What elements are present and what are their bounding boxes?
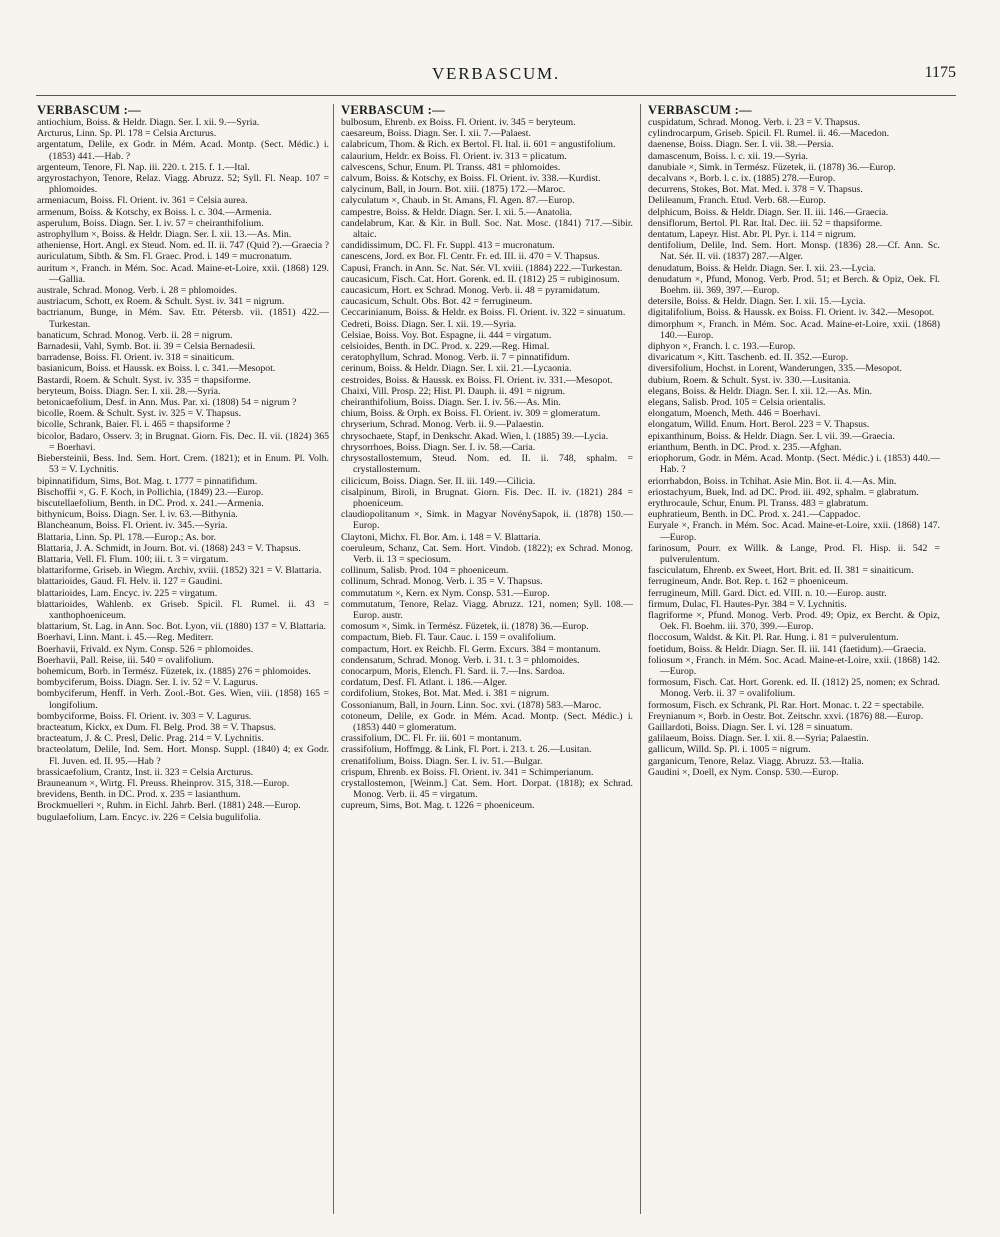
index-entry: bracteatum, Kickx, ex Dum. Fl. Belg. Prod. 38 = V. Thapsus. xyxy=(37,721,276,733)
index-entry: cerinum, Boiss. & Heldr. Diagn. Ser. I. xii. 21.—Lycaonia. xyxy=(341,363,572,375)
index-entry: betonicaefolium, Desf. in Ann. Mus. Par. xi. (1808) 54 = nigrum ? xyxy=(37,397,297,409)
index-entry: cilicicum, Boiss. Diagn. Ser. II. iii. 149.—Cilicia. xyxy=(341,475,536,487)
index-entry: argenteum, Tenore, Fl. Nap. iii. 220. t. 215. f. 1.—Ital. xyxy=(37,161,250,173)
index-entry: bithynicum, Boiss. Diagn. Ser. I. iv. 63.—Bithynia. xyxy=(37,509,238,521)
index-entry: bulbosum, Ehrenb. ex Boiss. Fl. Orient. iv. 345 = beryteum. xyxy=(341,117,576,128)
index-entry: denudatum ×, Pfund, Monog. Verb. Prod. 51; et Berch. & Opiz, Oek. Fl. Boehm. iii. 369, 397.—Europ. xyxy=(648,273,940,297)
index-entry: Blancheanum, Boiss. Fl. Orient. iv. 345.—Syria. xyxy=(37,520,228,532)
index-entry: compactum, Bieb. Fl. Taur. Cauc. i. 159 = ovalifolium. xyxy=(341,632,556,644)
index-entry: Barnadesii, Vahl, Symb. Bot. ii. 39 = Celsia Bernadesii. xyxy=(37,341,256,353)
column-heading: VERBASCUM :— xyxy=(648,104,752,117)
index-entry: Boerhavi, Linn. Mant. i. 45.—Reg. Mediterr. xyxy=(37,632,214,644)
index-entry: bactrianum, Bunge, in Mém. Sav. Etr. Pétersb. vii. (1851) 422.—Turkestan. xyxy=(37,307,329,330)
index-entry: chryserium, Schrad. Monog. Verb. ii. 9.—Palaestin. xyxy=(341,419,544,431)
page-title: VERBASCUM. xyxy=(431,64,561,83)
index-entry: delphicum, Boiss. & Heldr. Diagn. Ser. II. iii. 146.—Graecia. xyxy=(648,206,889,218)
index-entry: cotoneum, Delile, ex Godr. in Mém. Acad. Montp. (Sect. Médic.) i. (1853) 440 = glomeratum. xyxy=(341,710,633,733)
index-entry: barradense, Boiss. Fl. Orient. iv. 318 = sinaiticum. xyxy=(37,352,235,364)
index-entry: galilaeum, Boiss. Diagn. Ser. I. xii. 8.—Syria; Palaestin. xyxy=(648,733,869,745)
index-entry: argyrostachyon, Tenore, Relaz. Viagg. Abruzz. 52; Syll. Fl. Neap. 107 = phlomoides. xyxy=(37,173,329,196)
column-3 xyxy=(648,104,940,1219)
index-entry: dimorphum ×, Franch. in Mém. Soc. Acad. Maine-et-Loire, xxii. (1868) 140.—Europ. xyxy=(648,318,940,341)
index-entry: asperulum, Boiss. Diagn. Ser. I. iv. 57 = cheiranthifolium. xyxy=(37,217,264,229)
index-entry: argentatum, Delile, ex Godr. in Mém. Acad. Montp. (Sect. Médic.) i. (1853) 441.—Hab. ? xyxy=(37,139,329,162)
index-entry: fasciculatum, Ehrenb. ex Sweet, Hort. Brit. ed. II. 381 = sinaiticum. xyxy=(648,565,914,577)
index-entry: candidissimum, DC. Fl. Fr. Suppl. 413 = mucronatum. xyxy=(341,240,555,252)
index-entry: foliosum ×, Franch. in Mém. Soc. Acad. Maine-et-Loire, xxii. (1868) 142.—Europ. xyxy=(648,654,940,677)
index-entry: condensatum, Schrad. Monog. Verb. i. 31. t. 3 = phlomoides. xyxy=(341,654,580,666)
column-2 xyxy=(341,104,633,1219)
index-entry: Chaixi, Vill. Prosp. 22; Hist. Pl. Dauph. ii. 491 = nigrum. xyxy=(341,385,566,397)
index-entry: Gaillardoti, Boiss. Diagn. Ser. I. vi. 128 = sinuatum. xyxy=(648,721,853,733)
index-entry: firmum, Dulac, Fl. Hautes-Pyr. 384 = V. Lychnitis. xyxy=(648,598,847,610)
index-entry: danubiale ×, Simk. in Termész. Füzetek, ii. (1878) 36.—Europ. xyxy=(648,161,896,173)
page-number: 1175 xyxy=(924,64,956,81)
index-entry: banaticum, Schrad. Monog. Verb. ii. 28 = nigrum. xyxy=(37,329,233,341)
index-entry: crispum, Ehrenb. ex Boiss. Fl. Orient. iv. 341 = Schimperianum. xyxy=(341,766,594,778)
index-entry: caucasicum, Hort. ex Schrad. Monog. Verb. ii. 48 = pyramidatum. xyxy=(341,285,600,297)
index-entry: cuspidatum, Schrad. Monog. Verb. i. 23 = V. Thapsus. xyxy=(648,117,860,128)
index-entry: detersile, Boiss. & Heldr. Diagn. Ser. I. xii. 15.—Lycia. xyxy=(648,296,866,308)
index-entry: blattarioides, Gaud. Fl. Helv. ii. 127 = Gaudini. xyxy=(37,576,223,588)
index-entry: beryteum, Boiss. Diagn. Ser. I. xii. 28.—Syria. xyxy=(37,385,221,397)
index-entry: diphyon ×, Franch. l. c. 193.—Europ. xyxy=(648,341,796,353)
index-entry: Gaudini ×, Doell, ex Nym. Consp. 530.—Europ. xyxy=(648,766,839,778)
index-entry: comosum ×, Simk. in Termész. Füzetek, ii. (1878) 36.—Europ. xyxy=(341,621,589,633)
index-entry: bombyciferum, Boiss. Diagn. Ser. I. iv. 52 = V. Lagurus. xyxy=(37,677,258,689)
index-entry: eriostachyum, Buek, Ind. ad DC. Prod. iii. 492, sphalm. = glabratum. xyxy=(648,486,919,498)
index-entry: foetidum, Boiss. & Heldr. Diagn. Ser. II. iii. 141 (faetidum).—Graecia. xyxy=(648,643,927,655)
index-entry: conocarpum, Moris, Elench. Fl. Sard. ii. 7.—Ins. Sardoa. xyxy=(341,665,565,677)
index-entry: Biebersteinii, Bess. Ind. Sem. Hort. Crem. (1821); et in Enum. Pl. Volh. 53 = V. Lychnitis. xyxy=(37,453,329,476)
index-entry: atheniense, Hort. Angl. ex Steud. Nom. ed. II. ii. 747 (Quid ?).—Graecia ? xyxy=(37,240,329,252)
index-entry: calvum, Boiss. & Kotschy, ex Boiss. Fl. Orient. iv. 338.—Kurdist. xyxy=(341,173,601,185)
index-entry: bipinnatifidum, Sims, Bot. Mag. t. 1777 = pinnatifidum. xyxy=(37,475,258,487)
index-entry: bracteatum, J. & C. Presl, Delic. Prag. 214 = V. Lychnitis. xyxy=(37,733,264,745)
index-entry: blattarioides, Wahlenb. ex Griseb. Spicil. Fl. Rumel. ii. 43 = xanthophoeniceum. xyxy=(37,598,329,621)
index-entry: dentatum, Lapeyr. Hist. Abr. Pl. Pyr. i. 114 = nigrum. xyxy=(648,229,856,241)
index-entry: caucasicum, Schult. Obs. Bot. 42 = ferrugineum. xyxy=(341,296,533,308)
index-entry: coeruleum, Schanz, Cat. Sem. Hort. Vindob. (1822); ex Schrad. Monog. Verb. ii. 13 = speciosum. xyxy=(341,542,633,565)
index-entry: caucasicum, Fisch. Cat. Hort. Gorenk. ed. II. (1812) 25 = rubiginosum. xyxy=(341,273,620,285)
index-entry: caesareum, Boiss. Diagn. Ser. I. xii. 7.—Palaest. xyxy=(341,128,531,140)
index-entry: damascenum, Boiss. l. c. xii. 19.—Syria. xyxy=(648,150,808,162)
index-entry: bracteolatum, Delile, Ind. Sem. Hort. Monsp. Suppl. (1840) 4; ex Godr. Fl. Juven. ed. II. 95.—Hab ? xyxy=(37,744,329,767)
index-entry: elongatum, Moench, Meth. 446 = Boerhavi. xyxy=(648,408,821,420)
index-entry: gallicum, Willd. Sp. Pl. i. 1005 = nigrum. xyxy=(648,744,811,756)
index-entry: elegans, Boiss. & Heldr. Diagn. Ser. I. xii. 12.—As. Min. xyxy=(648,385,872,397)
column-divider xyxy=(640,104,641,1214)
index-entry: formosum, Fisch. Cat. Hort. Gorenk. ed. II. (1812) 25, nomen; ex Schrad. Monog. Verb. ii. 37 = ovalifolium. xyxy=(648,677,940,700)
index-entry: bohemicum, Borb. in Termész. Füzetek, ix. (1885) 276 = phlomoides. xyxy=(37,665,311,677)
index-entry: crassifolium, Hoffmgg. & Link, Fl. Port. i. 213. t. 26.—Lusitan. xyxy=(341,744,592,756)
index-entry: ceratophyllum, Schrad. Monog. Verb. ii. 7 = pinnatifidum. xyxy=(341,352,570,364)
index-entry: commutatum ×, Kern. ex Nym. Consp. 531.—Europ. xyxy=(341,587,550,599)
index-entry: biscutellaefolium, Benth. in DC. Prod. x. 241.—Armenia. xyxy=(37,497,264,509)
index-entry: dubium, Roem. & Schult. Syst. iv. 330.—Lusitania. xyxy=(648,374,851,386)
index-entry: bicolle, Schrank, Baier. Fl. i. 465 = thapsiforme ? xyxy=(37,419,231,431)
index-entry: calyculatum ×, Chaub. in St. Amans, Fl. Agen. 87.—Europ. xyxy=(341,195,575,207)
index-entry: crystallostemon, [Weinm.] Cat. Sem. Hort. Dorpat. (1818); ex Schrad. Monog. Verb. ii. 45 = virgatum. xyxy=(341,777,633,801)
index-entry: Brauneanum ×, Wirtg. Fl. Preuss. Rheinprov. 315, 318.—Europ. xyxy=(37,777,290,789)
index-entry: compactum, Hort. ex Reichb. Fl. Germ. Excurs. 384 = montanum. xyxy=(341,643,601,655)
index-entry: densiflorum, Bertol. Pl. Rar. Ital. Dec. iii. 52 = thapsiforme. xyxy=(648,217,883,229)
index-entry: formosum, Fisch. ex Schrank, Pl. Rar. Hort. Monac. t. 22 = spectabile. xyxy=(648,699,924,711)
index-entry: blattarioides, Lam. Encyc. iv. 225 = virgatum. xyxy=(37,587,218,599)
index-entry: bicolor, Badaro, Osserv. 3; in Brugnat. Giorn. Fis. Dec. II. vii. (1824) 365 = Boerhavi. xyxy=(37,430,329,453)
index-entry: Cossonianum, Ball, in Journ. Linn. Soc. xvi. (1878) 583.—Maroc. xyxy=(341,699,602,711)
index-entry: brevidens, Benth. in DC. Prod. x. 235 = lasianthum. xyxy=(37,789,241,801)
index-entry: armenum, Boiss. & Kotschy, ex Boiss. l. c. 304.—Armenia. xyxy=(37,206,272,218)
index-entry: armeniacum, Boiss. Fl. Orient. iv. 361 = Celsia aurea. xyxy=(37,195,248,207)
index-entry: calycinum, Ball, in Journ. Bot. xiii. (1875) 172.—Maroc. xyxy=(341,184,566,196)
index-entry: austriacum, Schott, ex Roem. & Schult. Syst. iv. 341 = nigrum. xyxy=(37,296,285,308)
index-entry: ferrugineum, Mill. Gard. Dict. ed. VIII. n. 10.—Europ. austr. xyxy=(648,587,887,599)
index-entry: crassifolium, DC. Fl. Fr. iii. 601 = montanum. xyxy=(341,733,522,745)
index-entry: eriorrhabdon, Boiss. in Tchihat. Asie Min. Bot. ii. 4.—As. Min. xyxy=(648,475,897,487)
index-entry: Capusi, Franch. in Ann. Sc. Nat. Sér. VI. xviii. (1884) 222.—Turkestan. xyxy=(341,262,623,274)
index-entry: chium, Boiss. & Orph. ex Boiss. Fl. Orient. iv. 309 = glomeratum. xyxy=(341,408,601,420)
index-entry: collinum, Salisb. Prod. 104 = phoeniceum. xyxy=(341,565,509,577)
index-entry: daenense, Boiss. Diagn. Ser. I. vii. 38.—Persia. xyxy=(648,139,834,151)
running-header xyxy=(36,64,956,88)
index-entry: Cedreti, Boiss. Diagn. Ser. I. xii. 19.—Syria. xyxy=(341,318,517,330)
index-entry: antiochium, Boiss. & Heldr. Diagn. Ser. I. xii. 9.—Syria. xyxy=(37,117,260,128)
index-entry: Celsiae, Boiss. Voy. Bot. Espagne, ii. 444 = virgatum. xyxy=(341,329,552,341)
index-entry: garganicum, Tenore, Relaz. Viagg. Abruzz. 53.—Italia. xyxy=(648,755,864,767)
index-entry: euphratieum, Benth. in DC. Prod. x. 241.—Cappadoc. xyxy=(648,509,861,521)
index-entry: dentifolium, Delile, Ind. Sem. Hort. Monsp. (1836) 28.—Cf. Ann. Sc. Nat. Sér. II. vii. (1837) 287.—Alger. xyxy=(648,240,940,263)
index-entry: Freynianum ×, Borb. in Oestr. Bot. Zeitschr. xxvi. (1876) 88.—Europ. xyxy=(648,710,924,722)
index-entry: chrysostallostemum, Steud. Nom. ed. II. ii. 748, sphalm. = crystallostemum. xyxy=(341,453,633,476)
index-entry: brassicaefolium, Crantz, Inst. ii. 323 = Celsia Arcturus. xyxy=(37,766,254,778)
index-entry: flagriforme ×, Pfund. Monog. Verb. Prod. 49; Opiz, ex Bercht. & Opiz, Oek. Fl. Boehm. iii. 370, 399.—Europ. xyxy=(648,609,940,633)
index-entry: farinosum, Pourr. ex Willk. & Lange, Prod. Fl. Hisp. ii. 542 = pulverulentum. xyxy=(648,542,940,565)
index-entry: divaricatum ×, Kitt. Taschenb. ed. II. 352.—Europ. xyxy=(648,352,849,364)
index-entry: denudatum, Boiss. & Heldr. Diagn. Ser. I. xii. 23.—Lycia. xyxy=(648,262,876,274)
index-entry: canescens, Jord. ex Bor. Fl. Centr. Fr. ed. III. ii. 470 = V. Thapsus. xyxy=(341,251,600,263)
index-entry: calaurium, Heldr. ex Boiss. Fl. Orient. iv. 313 = plicatum. xyxy=(341,150,567,162)
index-entry: decurrens, Stokes, Bot. Mat. Med. i. 378 = V. Thapsus. xyxy=(648,184,863,196)
index-entry: calvescens, Schur, Enum. Pl. Transs. 481 = phlomoides. xyxy=(341,161,561,173)
index-entry: eriophorum, Godr. in Mém. Acad. Montp. (Sect. Médic.) i. (1853) 440.—Hab. ? xyxy=(648,453,940,476)
index-entry: Bischoffii ×, G. F. Koch, in Pollichia, (1849) 23.—Europ. xyxy=(37,486,264,498)
index-entry: astrophyllum ×, Boiss. & Heldr. Diagn. Ser. I. xii. 13.—As. Min. xyxy=(37,229,292,241)
index-entry: cylindrocarpum, Griseb. Spicil. Fl. Rumel. ii. 46.—Macedon. xyxy=(648,128,890,140)
index-entry: floccosum, Waldst. & Kit. Pl. Rar. Hung. i. 81 = pulverulentum. xyxy=(648,632,899,644)
index-entry: cordifolium, Stokes, Bot. Mat. Med. i. 381 = nigrum. xyxy=(341,688,550,700)
index-entry: bugulaefolium, Lam. Encyc. iv. 226 = Celsia bugulifolia. xyxy=(37,811,261,823)
index-entry: cordatum, Desf. Fl. Atlant. i. 186.—Alger. xyxy=(341,677,507,689)
index-entry: chrysochaete, Stapf, in Denkschr. Akad. Wien, l. (1885) 39.—Lycia. xyxy=(341,430,609,442)
index-entry: Boerhavii, Frivald. ex Nym. Consp. 526 = phlomoides. xyxy=(37,643,254,655)
index-entry: ferrugineum, Andr. Bot. Rep. t. 162 = phoeniceum. xyxy=(648,576,849,588)
index-entry: australe, Schrad. Monog. Verb. i. 28 = phlomoides. xyxy=(37,285,237,297)
index-entry: Bastardi, Roem. & Schult. Syst. iv. 335 = thapsiforme. xyxy=(37,374,251,386)
index-entry: auriculatum, Sibth. & Sm. Fl. Graec. Prod. i. 149 = mucronatum. xyxy=(37,251,292,263)
index-entry: cupreum, Sims, Bot. Mag. t. 1226 = phoeniceum. xyxy=(341,800,535,812)
index-entry: elegans, Salisb. Prod. 105 = Celsia orientalis. xyxy=(648,397,826,409)
index-entry: auritum ×, Franch. in Mém. Soc. Acad. Maine-et-Loire, xxii. (1868) 129.—Gallia. xyxy=(37,262,329,285)
index-entry: Boerhavii, Pall. Reise, iii. 540 = ovalifolium. xyxy=(37,654,214,666)
index-entry: collinum, Schrad. Monog. Verb. i. 35 = V. Thapsus. xyxy=(341,576,543,588)
index-entry: candelabrum, Kar. & Kir. in Bull. Soc. Nat. Mosc. (1841) 717.—Sibir. altaic. xyxy=(341,217,633,241)
index-entry: Delileanum, Franch. Etud. Verb. 68.—Europ. xyxy=(648,195,826,207)
column-heading: VERBASCUM :— xyxy=(341,104,445,117)
index-entry: elongatum, Willd. Enum. Hort. Berol. 223 = V. Thapsus. xyxy=(648,419,870,431)
index-entry: Brockmuelleri ×, Ruhm. in Eichl. Jahrb. Berl. (1881) 248.—Europ. xyxy=(37,800,301,812)
index-entry: digitalifolium, Boiss. & Haussk. ex Boiss. Fl. Orient. iv. 342.—Mesopot. xyxy=(648,307,935,319)
index-entry: Claytoni, Michx. Fl. Bor. Am. i. 148 = V. Blattaria. xyxy=(341,531,541,543)
index-entry: decalvans ×, Borb. l. c. ix. (1885) 278.—Europ. xyxy=(648,173,836,185)
index-entry: campestre, Boiss. & Heldr. Diagn. Ser. I. xii. 5.—Anatolia. xyxy=(341,206,573,218)
index-entry: Ceccarinianum, Boiss. & Heldr. ex Boiss. Fl. Orient. iv. 322 = sinuatum. xyxy=(341,307,626,319)
index-entry: calabricum, Thom. & Rich. ex Bertol. Fl. Ital. ii. 601 = angustifolium. xyxy=(341,139,616,151)
index-entry: cestroides, Boiss. & Haussk. ex Boiss. Fl. Orient. iv. 331.—Mesopot. xyxy=(341,374,613,386)
column-1 xyxy=(37,104,329,1219)
index-entry: Blattaria, Linn. Sp. Pl. 178.—Europ.; As. bor. xyxy=(37,531,217,543)
index-entry: commutatum, Tenore, Relaz. Viagg. Abruzz. 121, nomen; Syll. 108.—Europ. austr. xyxy=(341,598,633,621)
index-entry: celsioides, Benth. in DC. Prod. x. 229.—Reg. Himal. xyxy=(341,341,550,353)
index-entry: claudiopolitanum ×, Simk. in Magyar NovénySapok, ii. (1878) 150.—Europ. xyxy=(341,509,633,532)
column-heading: VERBASCUM :— xyxy=(37,104,141,117)
index-entry: basianicum, Boiss. et Haussk. ex Boiss. l. c. 341.—Mesopot. xyxy=(37,363,276,375)
header-rule xyxy=(36,95,956,96)
index-entry: Arcturus, Linn. Sp. Pl. 178 = Celsia Arcturus. xyxy=(37,128,217,140)
index-entry: epixanthinum, Boiss. & Heldr. Diagn. Ser. I. vii. 39.—Graecia. xyxy=(648,430,895,442)
index-entry: erythrocaule, Schur, Enum. Pl. Transs. 483 = glabratum. xyxy=(648,497,869,509)
index-entry: bombyciforme, Boiss. Fl. Orient. iv. 303 = V. Lagurus. xyxy=(37,710,252,722)
index-entry: crenatifolium, Boiss. Diagn. Ser. I. iv. 51.—Bulgar. xyxy=(341,755,543,767)
index-entry: Blattaria, Vell. Fl. Flum. 100; iii. t. 3 = virgatum. xyxy=(37,553,229,565)
index-entry: Blattaria, J. A. Schmidt, in Journ. Bot. vi. (1868) 243 = V. Thapsus. xyxy=(37,542,301,554)
index-entry: bombyciferum, Henff. in Verh. Zool.-Bot. Ges. Wien, viii. (1858) 165 = longifolium. xyxy=(37,688,329,711)
index-entry: diversifolium, Hochst. in Lorent, Wanderungen, 335.—Mesopot. xyxy=(648,363,902,375)
index-entry: blattariforme, Griseb. in Wiegm. Archiv, xviii. (1852) 321 = V. Blattaria. xyxy=(37,565,322,577)
index-entry: erianthum, Benth. in DC. Prod. x. 235.—Afghan. xyxy=(648,441,842,453)
column-divider xyxy=(333,104,334,1214)
index-entry: chrysorrhoes, Boiss. Diagn. Ser. I. iv. 58.—Caria. xyxy=(341,441,536,453)
index-entry: bicolle, Roem. & Schult. Syst. iv. 325 = V. Thapsus. xyxy=(37,408,242,420)
index-entry: cisalpinum, Biroli, in Brugnat. Giorn. Fis. Dec. II. iv. (1821) 284 = phoeniceum. xyxy=(341,486,633,509)
index-entry: cheiranthifolium, Boiss. Diagn. Ser. I. iv. 56.—As. Min. xyxy=(341,397,561,409)
index-entry: Euryale ×, Franch. in Mém. Soc. Acad. Maine-et-Loire, xxii. (1868) 147.—Europ. xyxy=(648,520,940,543)
index-entry: blattarium, St. Lag. in Ann. Soc. Bot. Lyon, vii. (1880) 137 = V. Blattaria. xyxy=(37,621,326,633)
